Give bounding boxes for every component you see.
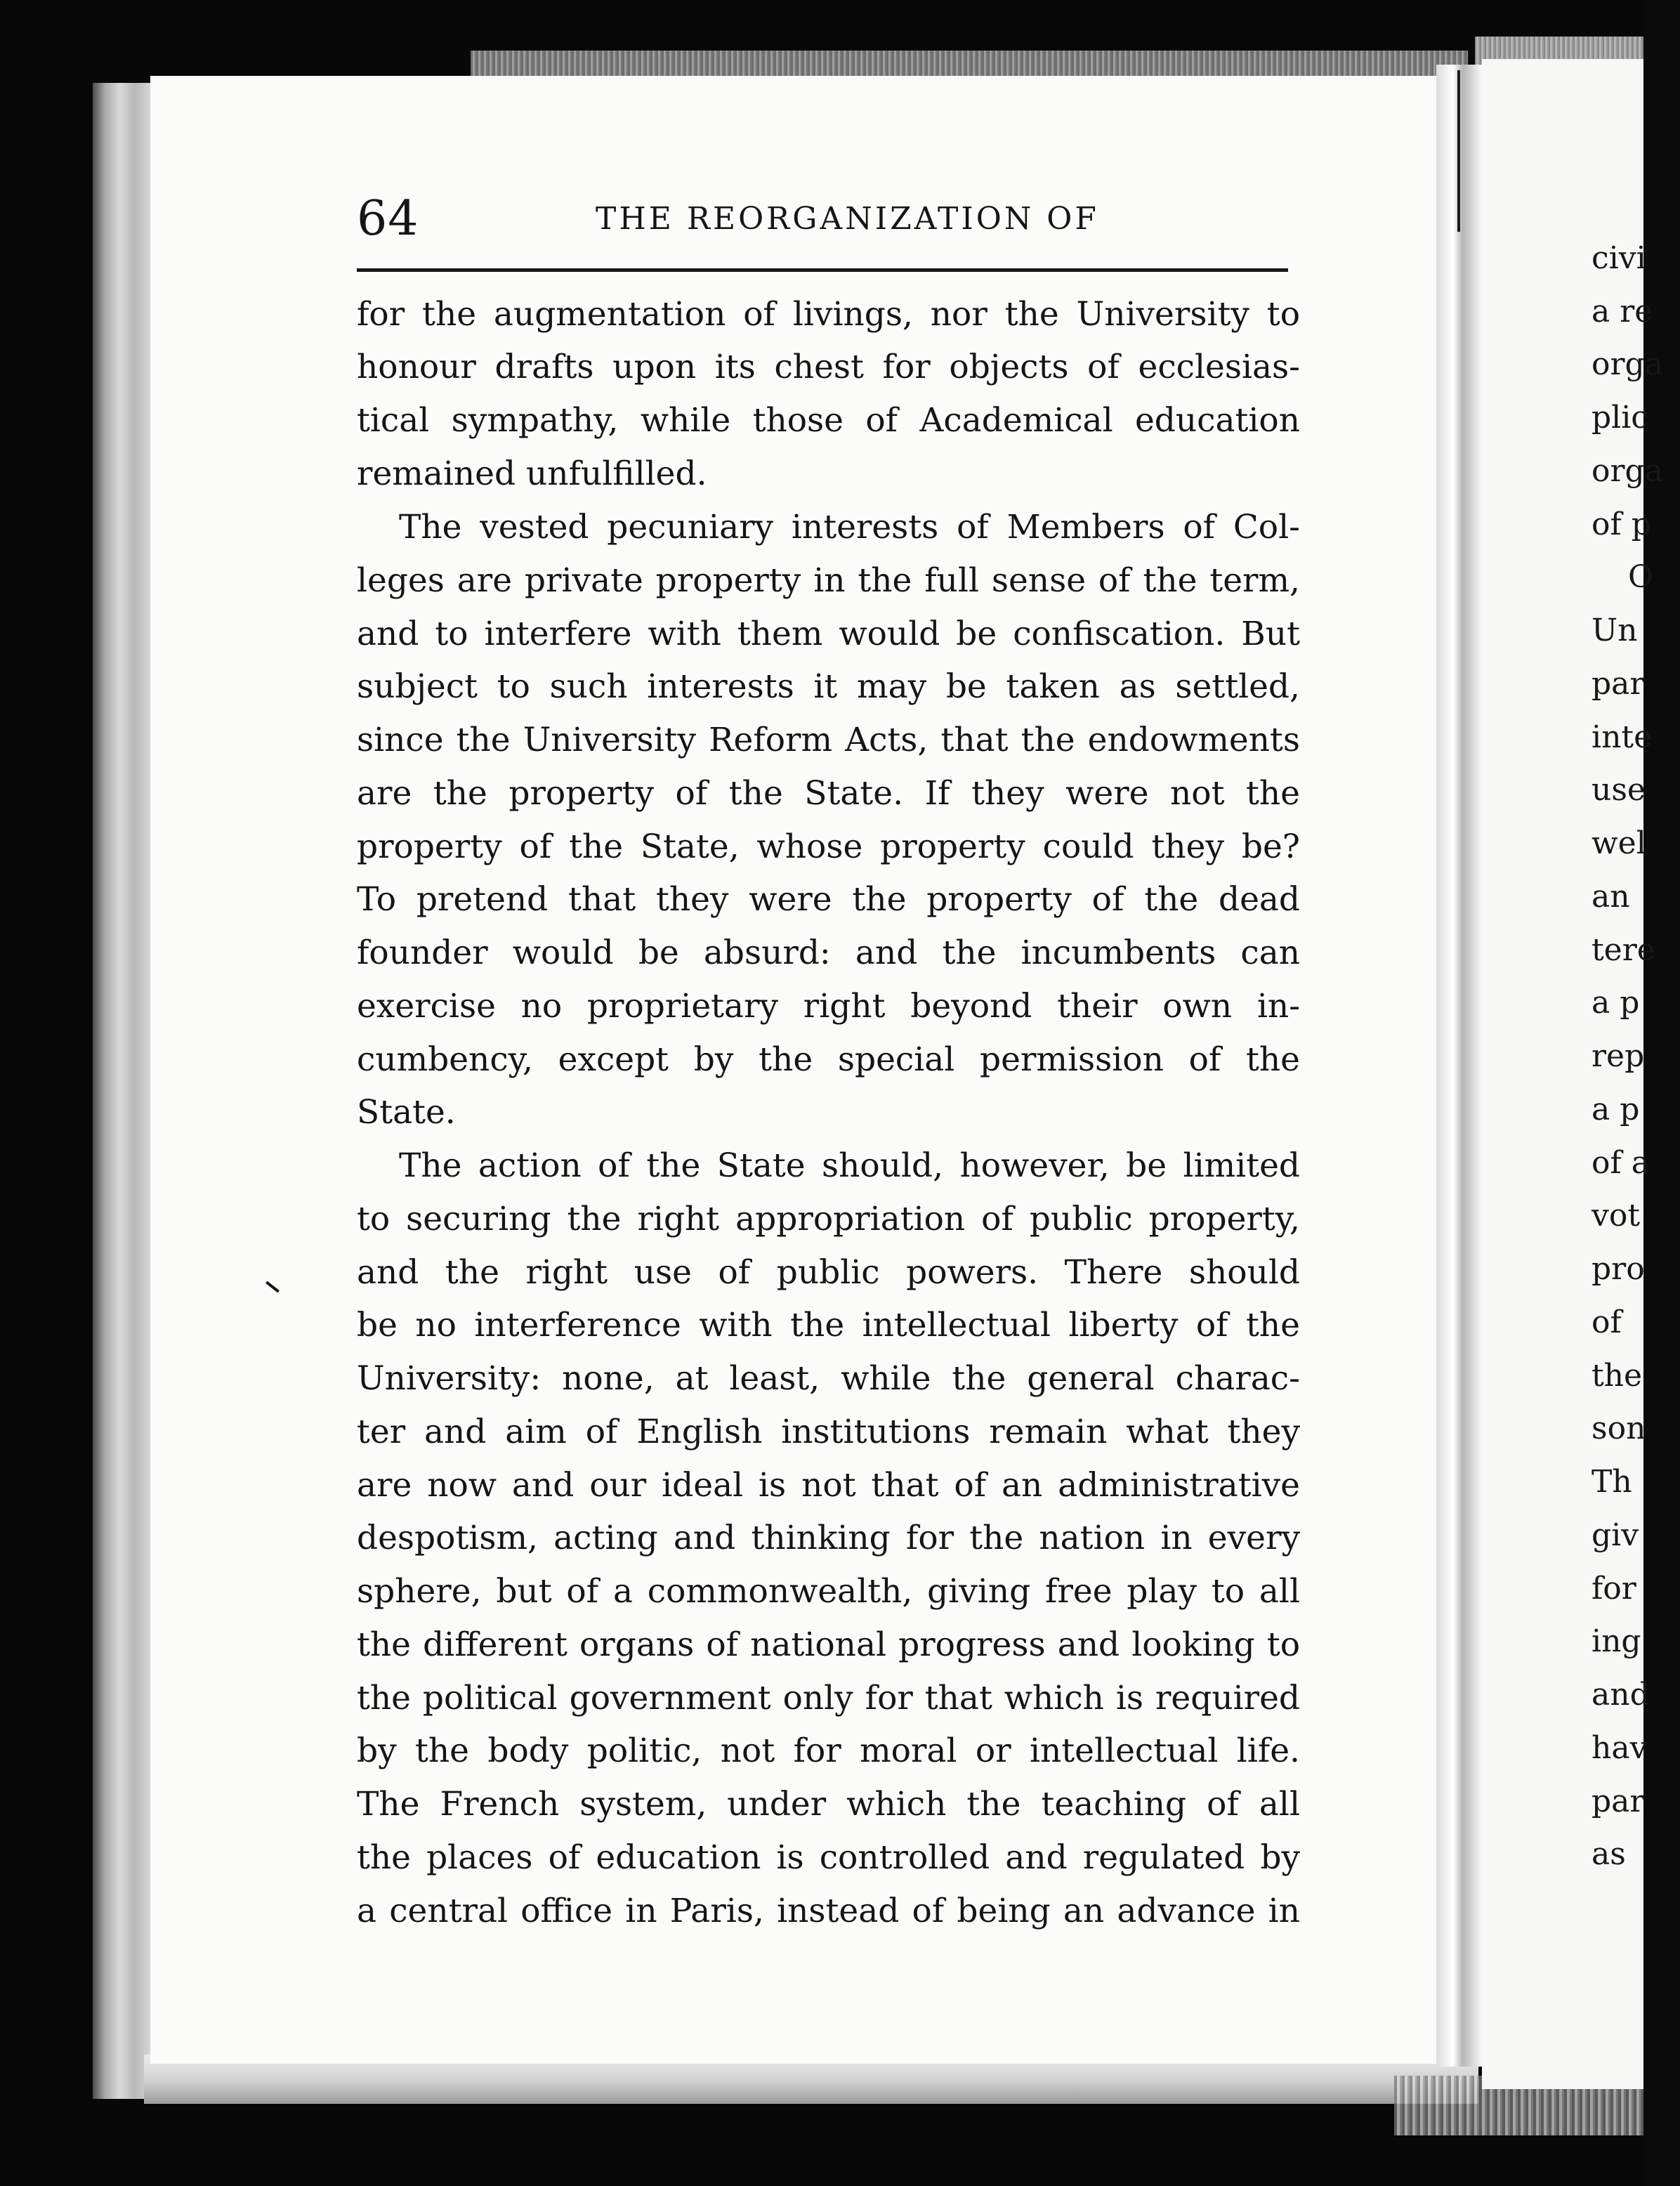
- body-line: the political government only for that which is required: [357, 1679, 1300, 1717]
- body-line: despotism, acting and thinking for the nation in every: [357, 1519, 1300, 1557]
- book-gutter: [1436, 65, 1484, 2067]
- body-line: the places of education is controlled and regulated by: [357, 1838, 1300, 1877]
- body-line: since the University Reform Acts, that the endowments: [357, 721, 1300, 759]
- adjacent-line: orga: [1592, 346, 1663, 382]
- body-line: remained unfulfilled.: [357, 454, 707, 493]
- body-line: leges are private property in the full sense of the term,: [357, 561, 1300, 600]
- body-line: To pretend that they were the property of the dead: [357, 880, 1300, 919]
- adjacent-line: and: [1592, 1677, 1650, 1713]
- header-rule: [357, 268, 1288, 272]
- adjacent-line: tere: [1592, 932, 1655, 968]
- body-line: sphere, but of a commonwealth, giving free play to all: [357, 1572, 1300, 1611]
- running-head: THE REORGANIZATION OF: [596, 201, 1099, 237]
- body-line: tical sympathy, while those of Academical education: [357, 401, 1300, 440]
- adjacent-line: of p: [1592, 506, 1651, 542]
- adjacent-line: a re: [1592, 294, 1653, 329]
- body-line: The action of the State should, however, be limited: [399, 1146, 1300, 1185]
- body-line: be no interference with the intellectual liberty of the: [357, 1306, 1300, 1344]
- adjacent-line: use: [1592, 772, 1646, 808]
- body-line: ter and aim of English institutions remain what they: [357, 1413, 1300, 1451]
- body-line: State.: [357, 1093, 456, 1132]
- adjacent-line: par: [1592, 1784, 1645, 1819]
- adjacent-line: O: [1628, 559, 1654, 595]
- adjacent-line: a p: [1592, 1092, 1640, 1127]
- body-line: and to interfere with them would be confiscation. But: [357, 615, 1300, 653]
- adjacent-line: of a: [1592, 1145, 1650, 1181]
- adjacent-line: wel: [1592, 825, 1646, 861]
- body-line: the different organs of national progress and looking to: [357, 1625, 1300, 1664]
- adjacent-line: orga: [1592, 453, 1663, 489]
- body-line: subject to such interests it may be taken as settled,: [357, 667, 1300, 706]
- body-line: exercise no proprietary right beyond their own in-: [357, 987, 1300, 1026]
- adjacent-line: Th: [1592, 1464, 1632, 1500]
- body-line: for the augmentation of livings, nor the University to: [357, 295, 1300, 334]
- body-line: are the property of the State. If they were not the: [357, 774, 1300, 813]
- adjacent-line: Un: [1592, 613, 1638, 648]
- body-line: property of the State, whose property could they be?: [357, 827, 1300, 866]
- adjacent-line: a p: [1592, 985, 1640, 1021]
- adjacent-line: rep: [1592, 1038, 1645, 1074]
- body-line: cumbency, except by the special permission of the: [357, 1040, 1300, 1079]
- adjacent-line: an: [1592, 879, 1630, 915]
- body-line: to securing the right appropriation of public property,: [357, 1200, 1300, 1238]
- body-line: The French system, under which the teaching of all: [357, 1785, 1300, 1824]
- adjacent-line: par: [1592, 666, 1645, 702]
- adjacent-line: civi: [1592, 240, 1646, 276]
- adjacent-line: son: [1592, 1411, 1646, 1446]
- adjacent-line: for: [1592, 1571, 1636, 1606]
- body-line: founder would be absurd: and the incumbents can: [357, 934, 1300, 972]
- top-binding-edge: [471, 51, 1468, 79]
- adjacent-line: of: [1592, 1304, 1622, 1340]
- adjacent-line: as: [1592, 1836, 1626, 1872]
- adjacent-page-rule: [1457, 70, 1460, 232]
- body-line: are now and our ideal is not that of an administrative: [357, 1466, 1300, 1505]
- body-line: and the right use of public powers. There should: [357, 1253, 1300, 1292]
- adjacent-line: plic: [1592, 400, 1648, 436]
- body-line: University: none, at least, while the general charac-: [357, 1359, 1300, 1398]
- adjacent-line: the: [1592, 1358, 1643, 1394]
- adjacent-line: hav: [1592, 1730, 1648, 1766]
- adjacent-line: giv: [1592, 1517, 1639, 1553]
- body-line: by the body politic, not for moral or intellectual life.: [357, 1732, 1300, 1770]
- body-line: a central office in Paris, instead of being an advance in: [357, 1892, 1300, 1930]
- adjacent-line: inte: [1592, 719, 1653, 755]
- body-line: honour drafts upon its chest for objects of ecclesias-: [357, 348, 1300, 386]
- adjacent-line: vot: [1592, 1198, 1641, 1233]
- body-line: The vested pecuniary interests of Members of Col-: [399, 508, 1300, 546]
- adjacent-line: pro: [1592, 1251, 1645, 1287]
- page-number: 64: [357, 191, 419, 247]
- adjacent-line: ing: [1592, 1623, 1641, 1659]
